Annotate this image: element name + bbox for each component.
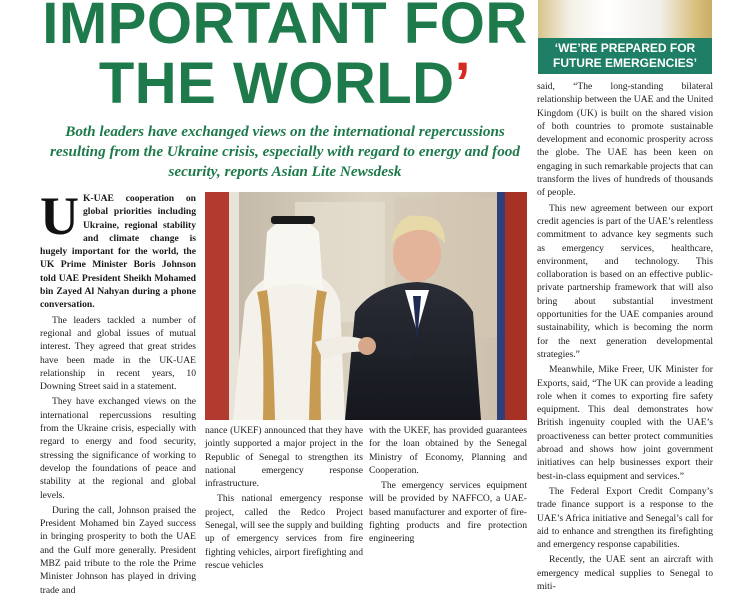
article-column-3 xyxy=(369,424,527,546)
headline-quote-mark: ’ xyxy=(454,51,472,116)
paragraph: said, “The long-standing bilateral relationship between the UAE and the United Kingdom (UK) is built on the shared vision of both countries to promote sustainable development and economic prosperity across the globe. The UAE has been keen on engaging in such remarkable projects that can transform the lives of hundreds of thousands of people. xyxy=(537,81,713,199)
paragraph: Meanwhile, Mike Freer, UK Minister for Exports, said, “The UK can provide a leading role when it comes to exporting fire safety equipment. This deal demonstrates how British ingenuity coupled with the UAE’s proactiveness can better protect communities abroad and shows how joint government initiatives can help businesses export their best-in-class equipment and services.” xyxy=(537,364,713,482)
paragraph: The emergency services equipment will be provided by NAFFCO, a UAE-based manufacturer and exporter of fire-fighting products and fire protection engineering xyxy=(369,480,527,545)
paragraph: They have exchanged views on the international repercussions resulting from the Ukraine crisis, especially with regard to energy and food security, stressing the significance of working to develop the foundations of peace and stability at the regional and global levels. xyxy=(40,396,196,501)
headline xyxy=(40,0,530,114)
paragraph: The leaders tackled a number of regional and global issues of mutual interest. They agreed that great strides have been made in the UK-UAE relationship in recent years, 10 Downing Street said in a statement. xyxy=(40,314,196,393)
paragraph: This national emergency response project, called the Redco Project Senegal, will see the supply and building up of emergency services from fire fighting vehicles, airport firefighting and rescue vehicles xyxy=(205,493,363,571)
article-column-1 xyxy=(40,186,196,597)
article-column-2 xyxy=(205,424,363,572)
side-banner-line1: ‘WE’RE PREPARED FOR xyxy=(554,41,696,55)
article-photo xyxy=(205,192,527,420)
paragraph: nance (UKEF) announced that they have jointly supported a major project in the Republic of Senegal to strengthen its national emergency response infrastructure. xyxy=(205,425,363,490)
headline-line2 xyxy=(40,51,530,116)
paragraph: The Federal Export Credit Company’s trade finance support is a response to the UAE’s Africa initiative and Senegal’s call for aid to enhance and strengthen its firefighting and emergency response capabilities. xyxy=(537,485,713,551)
article-deck: Both leaders have exchanged views on the international repercussions resulting from the Ukraine crisis, especially with regard to energy and food security, reports Asian Lite Newsdesk xyxy=(50,123,520,180)
paragraph: During the call, Johnson praised the President Mohamed bin Zayed success in bringing prosperity to both the UAE and the Gulf more generally. President MBZ paid tribute to the role the Prime Minister Johnson has played in driving trade and xyxy=(40,504,196,596)
lead-paragraph: K-UAE cooperation on global priorities including Ukraine, regional stability and climate change is hugely important for the world, the UK Prime Minister Boris Johnson told UAE President Sheikh Mohamed bin Zayed Al Nahyan during a phone conversation. xyxy=(40,193,196,311)
headline-line2-text: THE WORLD xyxy=(98,51,455,116)
side-story-photo[interactable] xyxy=(538,0,712,38)
headline-line1: IMPORTANT FOR xyxy=(42,0,528,56)
drop-cap: U xyxy=(40,186,79,246)
paragraph: with the UKEF, has provided guarantees for the loan obtained by the Senegal Ministry of Economy, Planning and Cooperation. xyxy=(369,425,527,476)
side-story-banner[interactable] xyxy=(538,38,712,74)
article-column-4 xyxy=(537,80,713,593)
paragraph: This new agreement between our export credit agencies is part of the UAE’s relentless commitment to advance key segments such as emergency services, healthcare, environment, and technology. This collaboration is based on an effective public-private partnership framework that will also bring about substantial investment opportunities for the UAE companies around sustainability, which is becoming the norm for the next generation developmental strategies.” xyxy=(537,202,713,360)
side-banner-line2: FUTURE EMERGENCIES’ xyxy=(552,56,697,70)
photo-illustration xyxy=(205,192,527,420)
paragraph: Recently, the UAE sent an aircraft with emergency medical supplies to Senegal to miti- xyxy=(537,554,713,592)
